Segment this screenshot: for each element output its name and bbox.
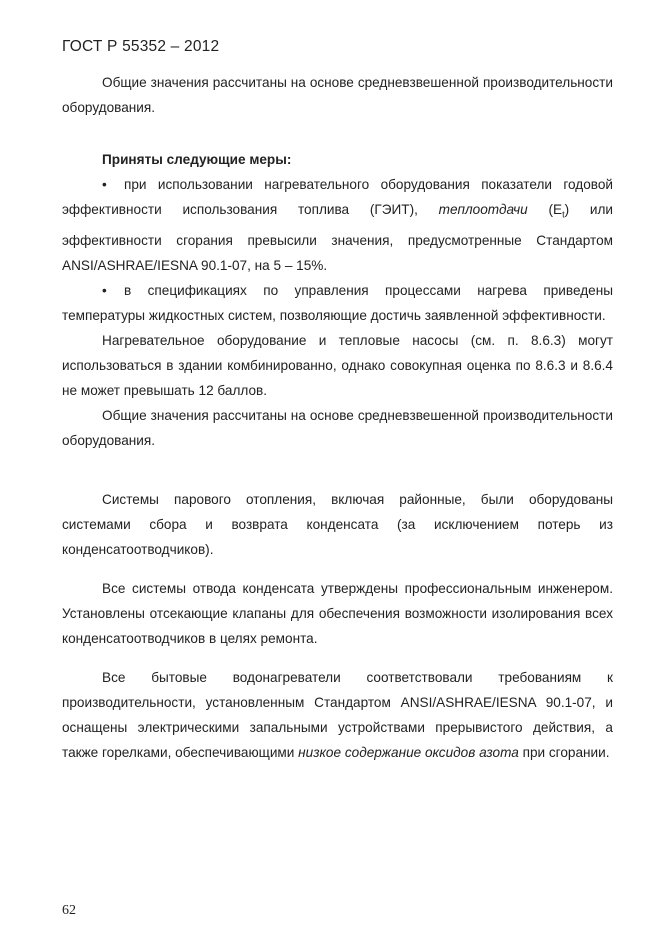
paragraph-water-heaters: Все бытовые водонагреватели соответствовали требованиям к производительности, установленным Стандартом ANSI/ASHRAE/IESNA 90.1-07, и оснащены электрическими запальными устройствами прерывистого действия, а также горелками, обеспечивающими низкое содержание оксидов азота при сгорании. xyxy=(62,670,613,760)
bullet-icon: • xyxy=(102,177,107,192)
paragraph-steam-heating: Системы парового отопления, включая районные, были оборудованы системами сбора и возврата конденсата (за исключением потерь из конденсатоотводчиков). xyxy=(62,492,613,557)
paragraph-general-values: Общие значения рассчитаны на основе средневзвешенной производительности оборудования. xyxy=(62,75,613,115)
bullet-item-specifications: • в спецификациях по управления процессами нагрева приведены температуры жидкостных систем, позволяющие достичь заявленной эффективности. xyxy=(62,278,613,328)
page-number: 62 xyxy=(62,903,76,918)
block-steam-heating xyxy=(62,487,613,562)
page-header: ГОСТ Р 55352 – 2012 xyxy=(62,38,220,55)
block-water-heaters xyxy=(62,665,613,765)
measures-heading: Приняты следующие меры: xyxy=(102,152,292,167)
paragraph-general-values-2: Общие значения рассчитаны на основе средневзвешенной производительности оборудования. xyxy=(62,407,613,448)
block-condensate xyxy=(62,576,613,651)
paragraph-heat-pumps: Нагревательное оборудование и тепловые насосы (см. п. 8.6.3) могут использоваться в здании комбинированно, однако совокупная оценка по 8.6.3 и 8.6.4 не может превышать 12 баллов. xyxy=(62,332,613,398)
block-measures xyxy=(62,147,613,453)
bullet-item-heating-efficiency: • при использовании нагревательного оборудования показатели годовой эффективности использования топлива (ГЭИТ), теплоотдачи $(E_t)$ или эффективности сгорания превысили значения, предусмотренные Стандартом ANSI/ASHRAE/IESNA 90.1-07, на 5 – 15%. xyxy=(62,172,613,278)
paragraph-condensate: Все системы отвода конденсата утверждены профессиональным инженером. Установлены отсекающие клапаны для обеспечения возможности изолирования всех конденсатоотводчиков в целях ремонта. xyxy=(62,581,613,646)
block-general-values-1 xyxy=(62,70,613,120)
bullet-icon: • xyxy=(102,282,107,298)
